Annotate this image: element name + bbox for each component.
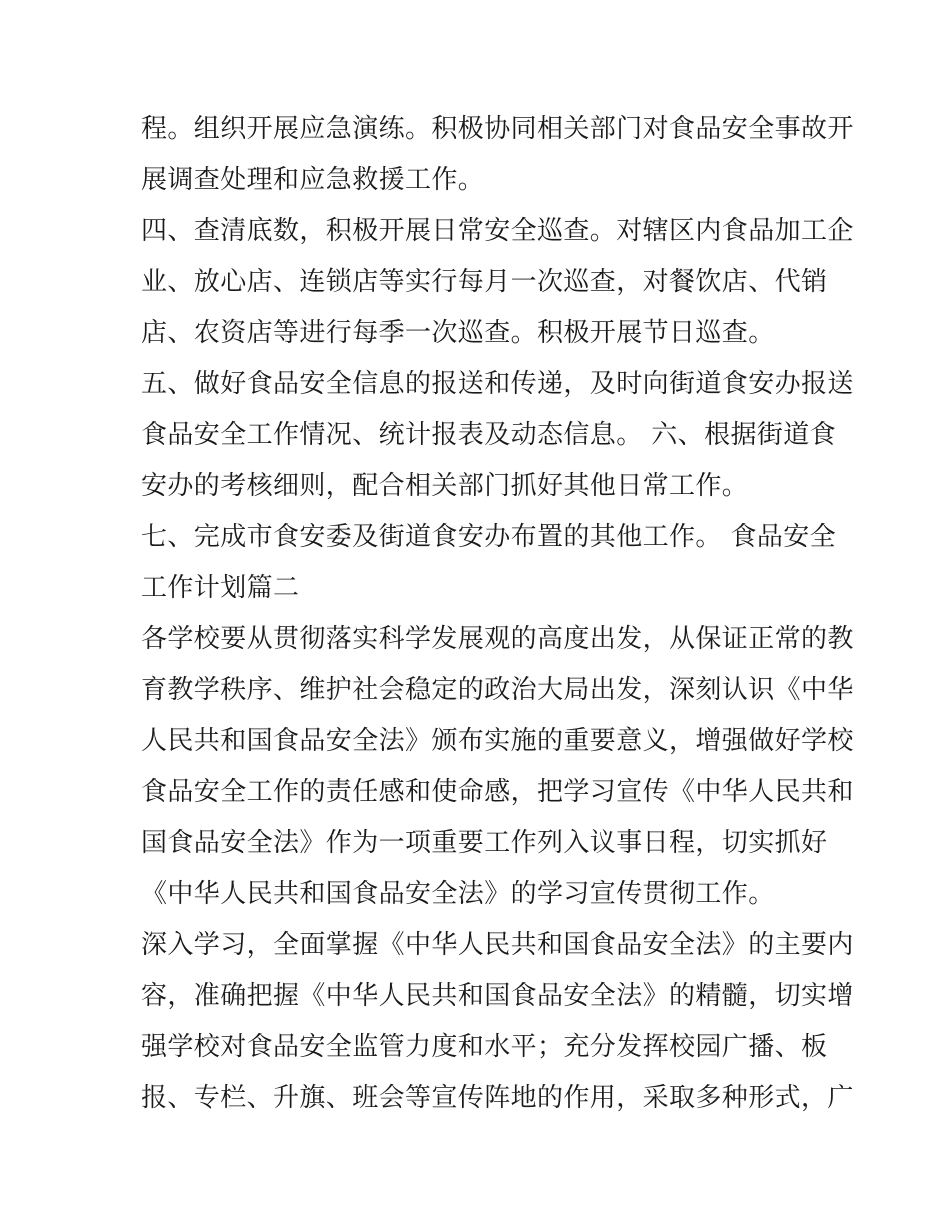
text-line: 容，准确把握《中华人民共和国食品安全法》的精髓，切实增 <box>141 981 854 1011</box>
text-line: 五、做好食品安全信息的报送和传递，及时向街道食安办报送 <box>141 369 854 399</box>
text-line: 各学校要从贯彻落实科学发展观的高度出发，从保证正常的教 <box>141 624 854 654</box>
text-line: 人民共和国食品安全法》颁布实施的重要意义，增强做好学校 <box>141 726 854 756</box>
text-line: 七、完成市食安委及街道食安办布置的其他工作。 食品安全 <box>141 522 837 552</box>
text-line: 深入学习，全面掌握《中华人民共和国食品安全法》的主要内 <box>141 930 854 960</box>
text-line: 育教学秩序、维护社会稳定的政治大局出发，深刻认识《中华 <box>141 675 854 705</box>
section-title-line: 工作计划篇二 <box>141 573 300 603</box>
text-line: 安办的考核细则，配合相关部门抓好其他日常工作。 <box>141 471 749 501</box>
text-line: 《中华人民共和国食品安全法》的学习宣传贯彻工作。 <box>141 879 775 909</box>
text-line: 展调查处理和应急救援工作。 <box>141 165 485 195</box>
text-line: 四、查清底数，积极开展日常安全巡查。对辖区内食品加工企 <box>141 216 854 246</box>
text-line: 国食品安全法》作为一项重要工作列入议事日程，切实抓好 <box>141 828 828 858</box>
text-line: 报、专栏、升旗、班会等宣传阵地的作用，采取多种形式，广 <box>141 1083 854 1113</box>
text-line: 食品安全工作情况、统计报表及动态信息。 六、根据街道食 <box>141 420 837 450</box>
text-line: 程。组织开展应急演练。积极协同相关部门对食品安全事故开 <box>141 114 854 144</box>
document-body <box>141 104 854 1124</box>
text-line: 业、放心店、连锁店等实行每月一次巡查，对餐饮店、代销 <box>141 267 828 297</box>
text-line: 店、农资店等进行每季一次巡查。积极开展节日巡查。 <box>141 318 775 348</box>
text-line: 强学校对食品安全监管力度和水平；充分发挥校园广播、板 <box>141 1032 828 1062</box>
text-line: 食品安全工作的责任感和使命感，把学习宣传《中华人民共和 <box>141 777 854 807</box>
